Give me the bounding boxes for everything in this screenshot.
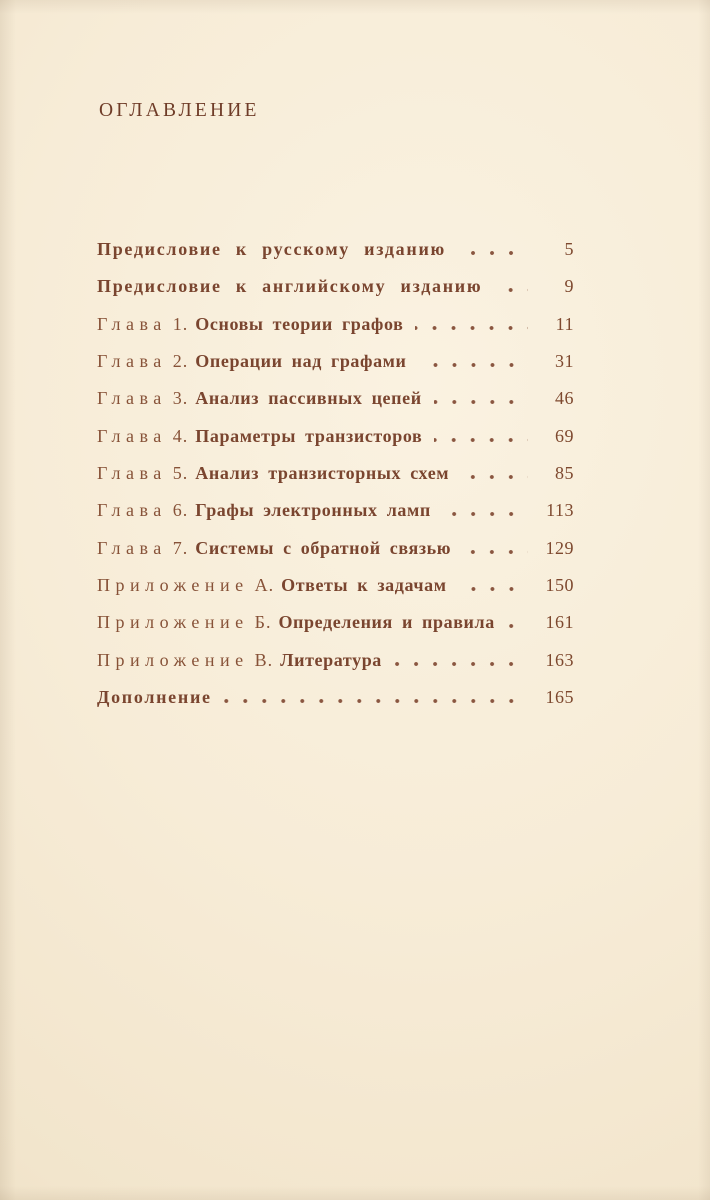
toc-entry	[97, 530, 574, 567]
dot-leader	[224, 699, 528, 703]
toc-entry	[97, 642, 574, 679]
toc-entry	[97, 231, 574, 268]
toc-entry-id: 6.	[172, 500, 189, 521]
toc-entry	[97, 418, 574, 455]
toc-entry	[97, 679, 574, 716]
toc-entry-page: 150	[545, 575, 574, 596]
toc-entry-page: 5	[564, 239, 574, 259]
toc-entry-prefix: Приложение	[97, 612, 249, 633]
dot-leader	[494, 288, 528, 292]
toc-entry-prefix: Глава	[97, 313, 167, 334]
toc-entry-id: 5.	[172, 463, 189, 484]
toc-entry-page: 85	[555, 463, 574, 484]
toc-entry-title: Операции над графами	[195, 351, 407, 372]
toc-entry-id: 2.	[172, 351, 189, 372]
dot-leader	[434, 438, 528, 442]
dot-leader	[459, 587, 528, 591]
toc-entry-prefix: Приложение	[97, 649, 249, 670]
dot-leader	[434, 400, 528, 404]
toc-entry-title: Ответы к задачам	[281, 575, 447, 596]
dot-leader	[461, 475, 528, 479]
toc-entry-page: 163	[545, 649, 574, 670]
dot-leader	[443, 512, 528, 516]
toc-entry-prefix: Глава	[97, 425, 167, 446]
toc-entry-title: Литература	[280, 649, 382, 670]
toc-entry-id: 1.	[172, 313, 189, 334]
toc-entry-page: 9	[564, 276, 574, 297]
toc-entry-prefix: Глава	[97, 537, 167, 558]
dot-leader	[415, 326, 528, 330]
toc-entry-title: Анализ пассивных цепей	[195, 388, 422, 409]
toc-entry-page: 113	[546, 500, 574, 521]
toc-entry	[97, 567, 574, 604]
toc-entry-title: Анализ транзисторных схем	[195, 463, 450, 484]
toc-entry-prefix: Глава	[97, 388, 167, 409]
toc-entry-prefix: Глава	[97, 500, 167, 521]
toc-list	[97, 231, 574, 716]
toc-entry-id: 3.	[172, 388, 189, 409]
toc-entry-prefix: Приложение	[97, 575, 249, 596]
toc-entry-prefix: Глава	[97, 351, 167, 372]
dot-leader	[419, 363, 528, 367]
dot-leader	[463, 550, 528, 554]
toc-entry-page: 69	[555, 425, 574, 446]
dot-leader	[394, 662, 528, 666]
toc-entry-title: Предисловие к русскому изданию	[97, 239, 446, 259]
toc-entry-page: 129	[545, 537, 574, 558]
dot-leader	[458, 251, 528, 255]
toc-entry-title: Дополнение	[97, 687, 212, 708]
dot-leader	[507, 624, 528, 628]
toc-entry-id: 4.	[172, 425, 189, 446]
toc-entry-title: Системы с обратной связью	[195, 537, 452, 558]
toc-entry	[97, 268, 574, 305]
toc-entry	[97, 380, 574, 417]
toc-entry	[97, 343, 574, 380]
toc-entry	[97, 306, 574, 343]
toc-entry-page: 46	[555, 388, 574, 409]
toc-entry-prefix: Глава	[97, 463, 167, 484]
toc-entry	[97, 455, 574, 492]
toc-entry-title: Определения и правила	[278, 612, 495, 633]
toc-entry-title: Предисловие к английскому изданию	[97, 276, 483, 297]
toc-entry-title: Графы электронных ламп	[195, 500, 431, 521]
toc-entry	[97, 604, 574, 641]
toc-entry-id: Б.	[254, 612, 272, 633]
toc-entry-id: А.	[254, 575, 275, 596]
toc-entry-id: В.	[254, 649, 274, 670]
toc-entry-page: 31	[555, 351, 574, 372]
toc-entry-page: 161	[545, 612, 574, 633]
toc-entry-title: Основы теории графов	[195, 313, 404, 334]
toc-entry-page: 165	[545, 687, 574, 708]
toc-entry-id: 7.	[172, 537, 189, 558]
toc-entry-page: 11	[555, 313, 574, 334]
toc-entry-title: Параметры транзисторов	[195, 425, 423, 446]
page-title: ОГЛАВЛЕНИЕ	[99, 100, 260, 121]
toc-entry	[97, 492, 574, 529]
